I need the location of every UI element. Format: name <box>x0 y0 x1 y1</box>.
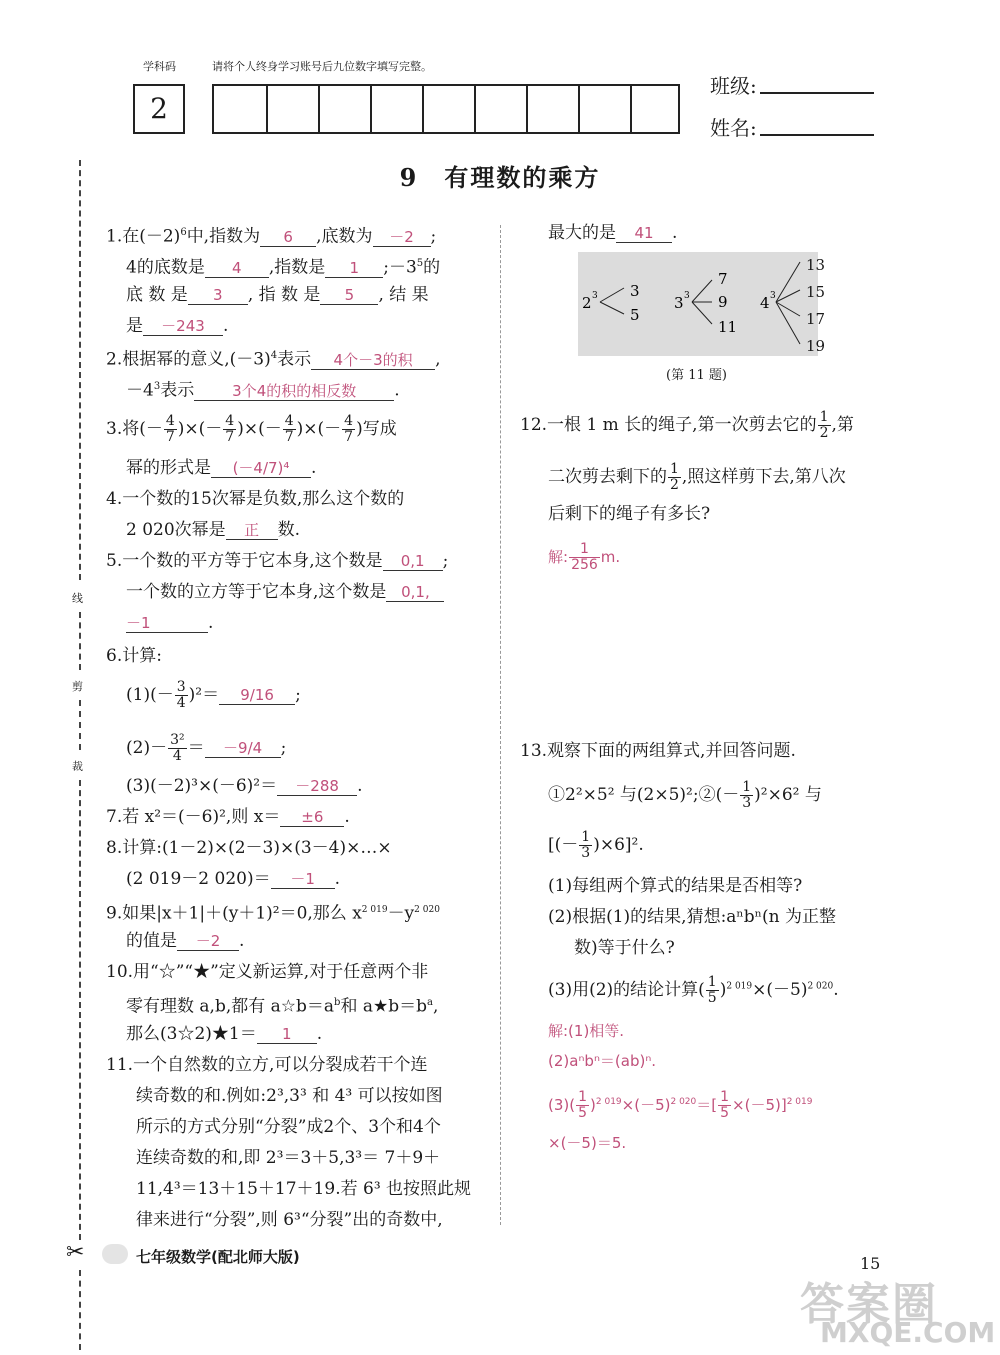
q11-line3: 所示的方式分别“分裂”成2个、3个和4个 <box>136 1117 441 1137</box>
q12-line1: 12.一根 1 m 长的绳子,第一次剪去它的 $\frac{1}{2}$ ,第 <box>520 409 854 441</box>
q13-line2: ①2²×5² 与(2×5)²;②(－ $\frac{1}{3}$ )²×6² 与 <box>548 779 822 811</box>
q2-line2: $-4^3$表示 3个4的积的相反数 . <box>126 380 400 401</box>
q5-answer2b: －1 <box>126 614 208 633</box>
q1-answer-base-4: 4 <box>205 259 269 278</box>
q9-line2: 的值是 －2 . <box>126 931 245 951</box>
q13-line3: [(－ $\frac{1}{3}$ )×6]². <box>548 829 644 861</box>
q6-answer2: －9/4 <box>205 739 281 758</box>
name-field[interactable] <box>760 134 874 136</box>
cut-line-mid2 <box>79 700 81 750</box>
q13-line1: 13.观察下面的两组算式,并回答问题. <box>520 741 796 761</box>
q11-line5: 11,4³＝13＋15＋17＋19.若 6³ 也按照此规 <box>136 1179 472 1199</box>
q11-line1: 11.一个自然数的立方,可以分裂成若干个连 <box>106 1055 428 1075</box>
cut-line-top <box>79 160 81 580</box>
q9-line1: 9.如果|x＋1|＋(y＋1)²＝0,那么 $x^{2 019}-y^{2 020}$ <box>106 903 440 924</box>
q7-answer: ±6 <box>280 808 344 827</box>
tree-base-3: 3 <box>674 294 684 312</box>
tree-base-2: 2 <box>582 294 592 312</box>
tree-3-item-2: 11 <box>718 318 738 336</box>
q13-part1: (1)每组两个算式的结果是否相等? <box>548 876 803 896</box>
q5-line2: 一个数的立方等于它本身,这个数是 0,1, <box>126 581 444 603</box>
book-logo-icon <box>102 1244 128 1264</box>
watermark-logo: 答案圈 <box>800 1279 938 1330</box>
cut-line-end <box>79 1270 81 1350</box>
q1-answer-exp-neg3: 5 <box>320 286 378 305</box>
cut-line-bottom <box>79 780 81 1240</box>
subject-code-label: 学科码 <box>143 60 176 73</box>
q13-part2b: 数)等于什么? <box>574 938 675 958</box>
q11-line4: 连续奇数的和,即 2³＝3＋5,3³＝ 7＋9＋ <box>136 1148 441 1168</box>
q13-solution2: (2)aⁿbⁿ＝(ab)ⁿ. <box>548 1052 657 1070</box>
column-divider <box>500 225 501 1225</box>
margin-trim-label: 裁 <box>72 760 83 773</box>
q1-line1: 1.在$(-2)^6$中,指数为 6 ,底数为 －2 ; <box>106 226 437 247</box>
q6-part2: (2)－ $\frac{\text{3²}}{4}$ ＝ －9/4 ; <box>126 732 287 764</box>
tree-3-item-0: 7 <box>718 270 728 288</box>
q8-line1: 8.计算:(1－2)×(2－3)×(3－4)×…× <box>106 838 392 858</box>
q13-part3: (3)用(2)的结论计算( $\frac{1}{5}$ )$^{2 019}\times(-5)^{2 020}$. <box>548 974 839 1006</box>
q12-line3: 后剩下的绳子有多长? <box>548 504 711 524</box>
page-number: 15 <box>860 1254 881 1273</box>
q7-line: 7.若 x²＝(－6)²,则 x＝ ±6 . <box>106 807 350 827</box>
q5-answer1: 0,1 <box>383 552 443 571</box>
tree-2-item-1: 5 <box>630 306 640 324</box>
q6-part3: (3)(－2)³×(－6)²＝ －288 . <box>126 776 363 796</box>
q5-line1: 5.一个数的平方等于它本身,这个数是 0,1 ; <box>106 551 449 571</box>
q2-answer1: 4个－3的积 <box>311 351 435 370</box>
q12-solution: 解: $\frac{1}{256}$ m. <box>548 541 621 573</box>
q6-answer3: －288 <box>277 777 357 796</box>
class-label: 班级: <box>710 74 757 98</box>
q1-answer-base-neg3: 3 <box>188 286 248 305</box>
q11-line6: 律来进行“分裂”,则 6³“分裂”出的奇数中, <box>136 1210 443 1230</box>
tree-4-items: 13 15 17 19 <box>806 256 826 355</box>
q1-answer-result: －243 <box>143 317 223 336</box>
subject-code-box[interactable]: 2 <box>133 84 185 134</box>
q13-solution1: 解:(1)相等. <box>548 1022 625 1040</box>
q3-answer: (－4/7)⁴ <box>211 459 311 478</box>
watermark-url: MXQE.COM <box>820 1316 996 1349</box>
q1-line3: 底 数 是 3 , 指 数 是 5 , 结 果 <box>126 285 429 305</box>
q1-answer-exp-4: 1 <box>325 259 383 278</box>
instruction-text: 请将个人终身学习账号后九位数字填写完整。 <box>212 60 432 73</box>
q11-line7: 最大的是 41 . <box>548 223 678 243</box>
q11-line2: 续奇数的和.例如:2³,3³ 和 4³ 可以按如图 <box>136 1086 443 1106</box>
q8-line2: (2 019－2 020)＝ －1 . <box>126 869 341 889</box>
q2-answer2: 3个4的积的相反数 <box>194 382 394 401</box>
tree-exp-2: 3 <box>592 291 598 301</box>
q4-line2: 2 020次幂是 正 数. <box>126 520 301 540</box>
page-title: 9 有理数的乘方 <box>399 163 601 192</box>
q10-line3: 那么(3☆2)★1＝ 1 . <box>126 1024 323 1044</box>
margin-cut-label: 剪 <box>72 680 83 693</box>
q13-part2a: (2)根据(1)的结果,猜想:aⁿbⁿ(n 为正整 <box>548 907 837 927</box>
account-digit-boxes[interactable] <box>212 84 680 134</box>
q1-answer-base: －2 <box>373 228 431 247</box>
class-field[interactable] <box>760 92 874 94</box>
tree-exp-4: 3 <box>770 291 776 301</box>
tree-exp-3: 3 <box>684 291 690 301</box>
q6-answer1: 9/16 <box>219 686 295 705</box>
q11-answer: 41 <box>616 224 672 243</box>
q1-line2: 4的底数是 4 ,指数是 1 $;-3^5$的 <box>126 257 441 278</box>
q12-line2: 二次剪去剩下的 $\frac{1}{2}$ ,照这样剪下去,第八次 <box>548 461 846 493</box>
q10-line2: 零有理数 a,b,都有 $a☆b=a^b$和 $a★b=b^a$, <box>126 996 439 1017</box>
tree-base-4: 4 <box>760 294 770 312</box>
name-label: 姓名: <box>710 116 757 140</box>
cut-line-mid1 <box>79 612 81 670</box>
q8-answer: －1 <box>271 870 335 889</box>
q5-answer2a: 0,1, <box>386 583 444 602</box>
q3-line2: 幂的形式是 (－4/7)⁴ . <box>126 458 317 478</box>
q4-line1: 4.一个数的15次幂是负数,那么这个数的 <box>106 489 405 509</box>
book-title: 七年级数学(配北师大版) <box>136 1248 300 1266</box>
q4-answer: 正 <box>226 521 278 540</box>
q10-line1: 10.用“☆”“★”定义新运算,对于任意两个非 <box>106 962 429 982</box>
q10-answer: 1 <box>257 1025 317 1044</box>
q1-line4: 是 －243 . <box>126 316 229 336</box>
q1-answer-exponent: 6 <box>260 228 316 247</box>
q13-solution3: (3)( $\frac{1}{5}$ )$^{2 019}\times(-5)^{2 020}=$[ $\frac{1}{5}$ ×(－5)]$^{2 019}$ <box>548 1089 813 1121</box>
q6-part1: (1)(－ $\frac{3}{4}$ )²＝ 9/16 ; <box>126 679 301 711</box>
scissors-icon: ✂ <box>66 1240 85 1265</box>
tree-3-item-1: 9 <box>718 293 728 311</box>
q11-figure-caption: (第 11 题) <box>666 368 727 383</box>
q13-solution4: ×(－5)＝5. <box>548 1134 627 1152</box>
tree-2-item-0: 3 <box>630 282 640 300</box>
margin-line-label: 线 <box>72 592 83 605</box>
q2-line1: 2.根据幂的意义$,(-3)^4$表示 4个－3的积 , <box>106 349 441 370</box>
q3-line1: 3.将(－ $\frac{4}{7}$ )×(－ $\frac{4}{7}$ )×(－ $\frac{4}{7}$ )×(－ $\frac{4}{7}$ )写成 <box>106 413 397 445</box>
q9-answer: －2 <box>177 932 239 951</box>
q6-label: 6.计算: <box>106 646 162 666</box>
q11-split-diagram <box>578 252 818 356</box>
q5-line3: －1 . <box>126 613 214 633</box>
